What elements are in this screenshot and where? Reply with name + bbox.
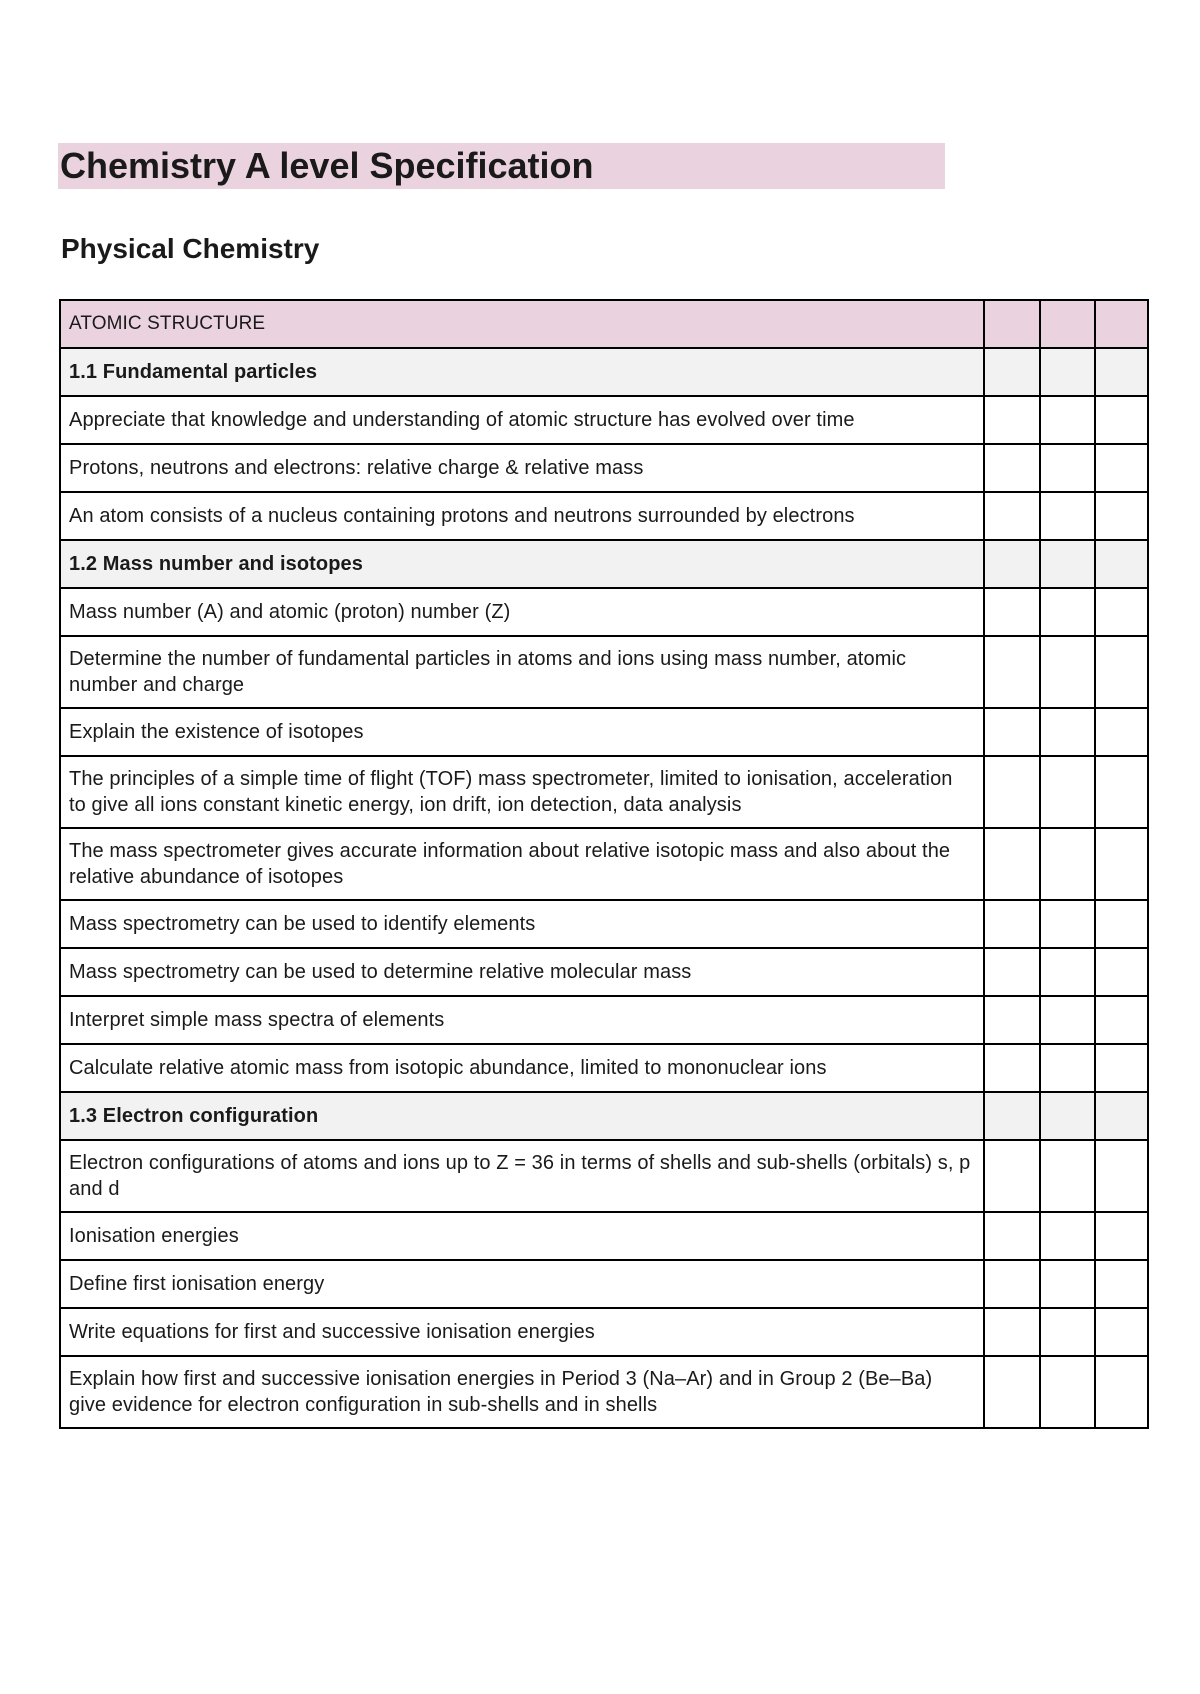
check-cell-3[interactable] <box>1095 1356 1148 1428</box>
check-cell-1[interactable] <box>984 1308 1040 1356</box>
table-row <box>60 396 1148 444</box>
check-cell-3[interactable] <box>1095 900 1148 948</box>
check-cell-2[interactable] <box>1040 756 1095 828</box>
spec-item-text: Appreciate that knowledge and understanding of atomic structure has evolved over time <box>60 396 984 444</box>
check-cell-2[interactable] <box>1040 900 1095 948</box>
check-cell-2[interactable] <box>1040 1260 1095 1308</box>
check-cell-1[interactable] <box>984 396 1040 444</box>
check-cell-1[interactable] <box>984 996 1040 1044</box>
check-cell-3[interactable] <box>1095 396 1148 444</box>
check-cell-2[interactable] <box>1040 1044 1095 1092</box>
subheading-text: 1.3 Electron configuration <box>60 1092 984 1140</box>
check-cell-3[interactable] <box>1095 588 1148 636</box>
check-cell-1[interactable] <box>984 1044 1040 1092</box>
check-cell-2[interactable] <box>1040 996 1095 1044</box>
check-cell-3[interactable] <box>1095 756 1148 828</box>
table-row <box>60 1260 1148 1308</box>
check-cell-2[interactable] <box>1040 1308 1095 1356</box>
check-cell-3[interactable] <box>1095 300 1148 348</box>
check-cell-3[interactable] <box>1095 1260 1148 1308</box>
check-cell-2[interactable] <box>1040 300 1095 348</box>
subheading-text: 1.1 Fundamental particles <box>60 348 984 396</box>
check-cell-1[interactable] <box>984 1212 1040 1260</box>
check-cell-1[interactable] <box>984 756 1040 828</box>
table-row <box>60 948 1148 996</box>
spec-item-text: Calculate relative atomic mass from isotopic abundance, limited to mononuclear ions <box>60 1044 984 1092</box>
check-cell-2[interactable] <box>1040 492 1095 540</box>
check-cell-2[interactable] <box>1040 1356 1095 1428</box>
check-cell-3[interactable] <box>1095 1308 1148 1356</box>
check-cell-3[interactable] <box>1095 996 1148 1044</box>
check-cell-2[interactable] <box>1040 1212 1095 1260</box>
spec-item-text: Determine the number of fundamental particles in atoms and ions using mass number, atomic number and charge <box>60 636 984 708</box>
spec-item-text: Define first ionisation energy <box>60 1260 984 1308</box>
table-row <box>60 996 1148 1044</box>
check-cell-2[interactable] <box>1040 444 1095 492</box>
check-cell-2[interactable] <box>1040 588 1095 636</box>
spec-item-text: Mass number (A) and atomic (proton) number (Z) <box>60 588 984 636</box>
spec-item-text: Ionisation energies <box>60 1212 984 1260</box>
check-cell-3[interactable] <box>1095 492 1148 540</box>
check-cell-3[interactable] <box>1095 444 1148 492</box>
table-row <box>60 756 1148 828</box>
spec-item-text: Write equations for first and successive ionisation energies <box>60 1308 984 1356</box>
check-cell-1[interactable] <box>984 588 1040 636</box>
table-row <box>60 636 1148 708</box>
check-cell-3[interactable] <box>1095 636 1148 708</box>
check-cell-3[interactable] <box>1095 948 1148 996</box>
check-cell-3[interactable] <box>1095 1212 1148 1260</box>
spec-item-text: Protons, neutrons and electrons: relative charge & relative mass <box>60 444 984 492</box>
subheading-row <box>60 348 1148 396</box>
check-cell-1[interactable] <box>984 1260 1040 1308</box>
check-cell-1[interactable] <box>984 948 1040 996</box>
check-cell-2[interactable] <box>1040 396 1095 444</box>
check-cell-3[interactable] <box>1095 1044 1148 1092</box>
spec-item-text: Electron configurations of atoms and ions up to Z = 36 in terms of shells and sub-shells (orbitals) s, p and d <box>60 1140 984 1212</box>
check-cell-3[interactable] <box>1095 1092 1148 1140</box>
spec-item-text: Mass spectrometry can be used to identify elements <box>60 900 984 948</box>
check-cell-1[interactable] <box>984 900 1040 948</box>
spec-item-text: The principles of a simple time of flight (TOF) mass spectrometer, limited to ionisation, acceleration to give all ions constant kinetic energy, ion drift, ion detection, data analysis <box>60 756 984 828</box>
check-cell-1[interactable] <box>984 828 1040 900</box>
check-cell-1[interactable] <box>984 540 1040 588</box>
table-row <box>60 1044 1148 1092</box>
check-cell-1[interactable] <box>984 444 1040 492</box>
check-cell-3[interactable] <box>1095 708 1148 756</box>
check-cell-3[interactable] <box>1095 1140 1148 1212</box>
check-cell-1[interactable] <box>984 636 1040 708</box>
check-cell-2[interactable] <box>1040 1092 1095 1140</box>
check-cell-1[interactable] <box>984 492 1040 540</box>
subheading-row <box>60 540 1148 588</box>
table-row <box>60 1212 1148 1260</box>
check-cell-1[interactable] <box>984 1140 1040 1212</box>
check-cell-2[interactable] <box>1040 540 1095 588</box>
check-cell-3[interactable] <box>1095 828 1148 900</box>
topic-row <box>60 300 1148 348</box>
spec-item-text: Mass spectrometry can be used to determine relative molecular mass <box>60 948 984 996</box>
spec-item-text: An atom consists of a nucleus containing protons and neutrons surrounded by electrons <box>60 492 984 540</box>
table-row <box>60 900 1148 948</box>
table-row <box>60 444 1148 492</box>
subheading-text: 1.2 Mass number and isotopes <box>60 540 984 588</box>
check-cell-2[interactable] <box>1040 828 1095 900</box>
check-cell-1[interactable] <box>984 1092 1040 1140</box>
table-row <box>60 1356 1148 1428</box>
check-cell-2[interactable] <box>1040 708 1095 756</box>
spec-item-text: Explain how first and successive ionisation energies in Period 3 (Na–Ar) and in Group 2 (Be–Ba) give evidence for electron configuration in sub-shells and in shells <box>60 1356 984 1428</box>
check-cell-3[interactable] <box>1095 348 1148 396</box>
check-cell-1[interactable] <box>984 300 1040 348</box>
check-cell-3[interactable] <box>1095 540 1148 588</box>
table-row <box>60 1140 1148 1212</box>
table-row <box>60 708 1148 756</box>
spec-item-text: Explain the existence of isotopes <box>60 708 984 756</box>
table-row <box>60 828 1148 900</box>
check-cell-2[interactable] <box>1040 636 1095 708</box>
topic-heading: ATOMIC STRUCTURE <box>60 300 984 348</box>
check-cell-2[interactable] <box>1040 948 1095 996</box>
table-row <box>60 1308 1148 1356</box>
table-row <box>60 492 1148 540</box>
spec-checklist-table <box>59 299 1149 1429</box>
check-cell-2[interactable] <box>1040 348 1095 396</box>
spec-item-text: The mass spectrometer gives accurate information about relative isotopic mass and also about the relative abundance of isotopes <box>60 828 984 900</box>
check-cell-1[interactable] <box>984 1356 1040 1428</box>
document-title: Chemistry A level Specification <box>58 143 945 189</box>
check-cell-1[interactable] <box>984 708 1040 756</box>
spec-item-text: Interpret simple mass spectra of elements <box>60 996 984 1044</box>
subheading-row <box>60 1092 1148 1140</box>
check-cell-2[interactable] <box>1040 1140 1095 1212</box>
check-cell-1[interactable] <box>984 348 1040 396</box>
table-row <box>60 588 1148 636</box>
section-title: Physical Chemistry <box>61 233 320 264</box>
